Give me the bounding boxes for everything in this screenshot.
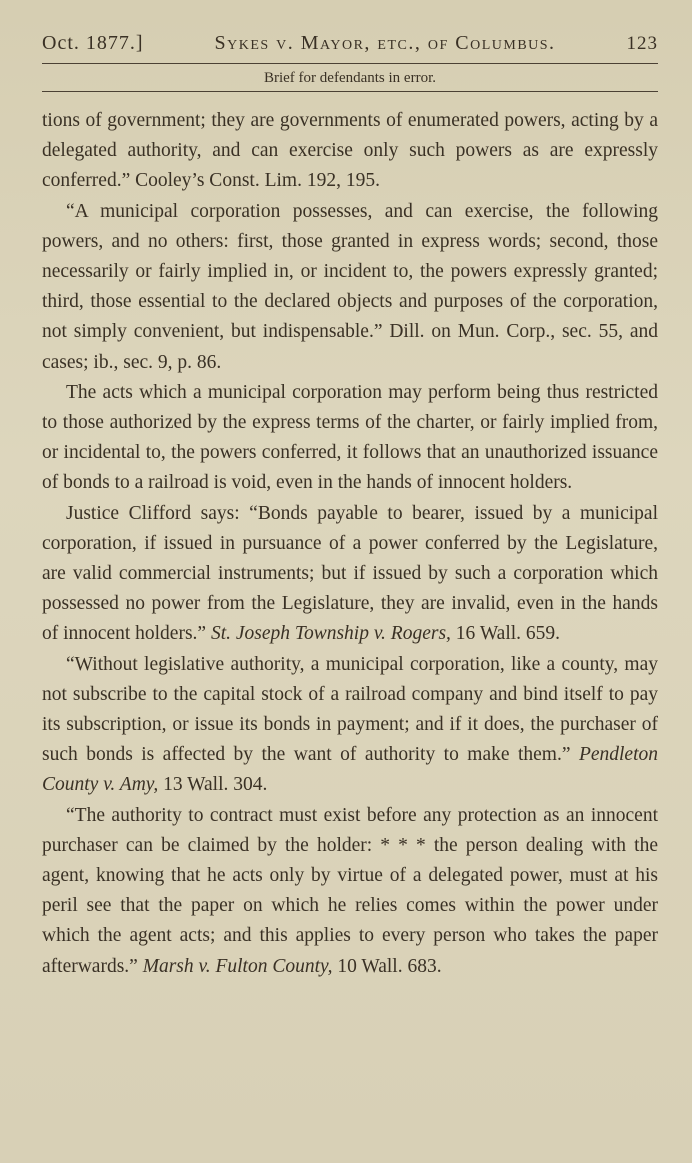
- header-date: Oct. 1877.]: [42, 32, 144, 54]
- paragraph-6: “The authority to contract must exist before any protection as an innocent purchaser can be claimed by the holder: * * * the person dealing with the agent, knowing that he acts only by virtue of a delegated power, must at his peril see that the paper on which he relies comes within the power under which the agent acts; and this applies to every person who takes the paper afterwards.” Marsh v. Fulton County, 10 Wall. 683.: [42, 804, 658, 977]
- case-title: Sykes v. Mayor, etc., of Columbus.: [214, 32, 556, 54]
- page-number: 123: [626, 33, 658, 54]
- citation-italic: St. Joseph Township v. Rogers,: [210, 623, 451, 645]
- paragraph-5: “Without legislative authority, a municipal corporation, like a county, may not subscribe to the capital stock of a railroad company and bind itself to pay its subscription, or issue its bonds in payment; and if it does, the purchaser of such bonds is affected by the want of authority to make them.” Pendleton County v. Amy, 13 Wall. 304.: [42, 653, 658, 796]
- paragraph-1: tions of government; they are governments of enumerated powers, acting by a delegated authority, and can exercise only such powers as are expressly conferred.” Cooley’s Const. Lim. 192, 195.: [42, 110, 658, 192]
- paragraph-4: Justice Clifford says: “Bonds payable to bearer, issued by a municipal corporation, if issued in pursuance of a power conferred by the Legislature, are valid commercial instruments; but if issued by such a corporation which possessed no power from the Legislature, they are invalid, even in the hands of innocent holders.” St. Joseph Township v. Rogers, 16 Wall. 659.: [42, 502, 658, 645]
- paragraph-3: The acts which a municipal corporation may perform being thus restricted to those authorized by the express terms of the charter, or fairly implied from, or incidental to, the powers conferred, it follows that an unauthorized issuance of bonds to a railroad is void, even in the hands of innocent holders.: [42, 381, 658, 494]
- header-rule: [42, 63, 658, 64]
- citation-italic: Pendleton County v. Amy,: [42, 744, 658, 796]
- citation-tail: 13 Wall. 304.: [163, 774, 268, 796]
- citation-tail: 16 Wall. 659.: [455, 623, 561, 645]
- page-header: [42, 32, 658, 55]
- paragraph-2: “A municipal corporation possesses, and can exercise, the following powers, and no others: first, those granted in express words; second, those necessarily or fairly implied in, or incident to, the powers expressly granted; third, those essential to the declared objects and purposes of the corporation, not simply convenient, but indispensable.” Dill. on Mun. Corp., sec. 55, and cases; ib., sec. 9, p. 86.: [42, 200, 658, 373]
- citation-tail: 10 Wall. 683.: [337, 955, 442, 977]
- page-body: [42, 106, 658, 982]
- running-title: Brief for defendants in error.: [263, 70, 437, 86]
- citation-italic: Marsh v. Fulton County,: [142, 955, 333, 977]
- running-title-rule: [42, 91, 658, 92]
